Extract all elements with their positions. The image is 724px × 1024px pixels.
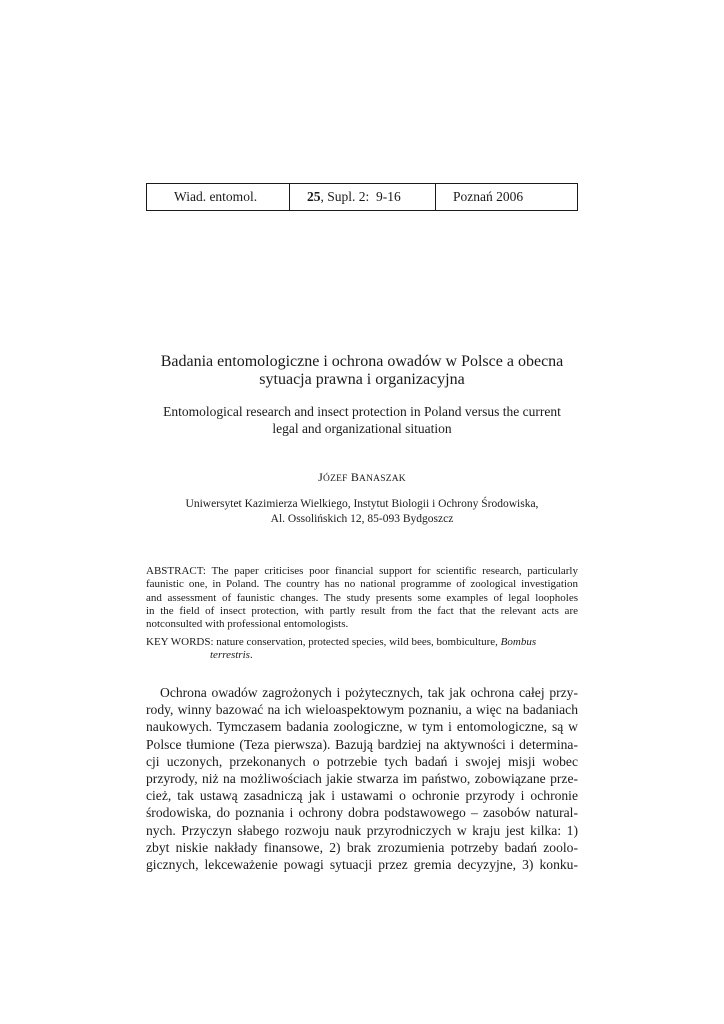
abstract-line: ABSTRACT: The paper criticises poor financial support for scientific research, particularly — [146, 565, 578, 577]
body-line: cji uczonych, przekonanych o potrzebie tych badań i swojej misji wobec — [146, 753, 578, 769]
body-line: rody, winny bazować na ich wieloaspektowym poznaniu, a więc na badaniach — [146, 702, 578, 718]
body-line: cież, tak ustawą zasadniczą jak i ustawami o ochronie przyrody i ochronie — [146, 788, 578, 804]
title-polish — [100, 353, 624, 389]
affiliation-line-1: Uniwersytet Kazimierza Wielkiego, Instytut Biologii i Ochrony Środowiska, — [185, 498, 539, 510]
author-affiliation — [100, 497, 624, 527]
body-line: nych. Przyczyn słabego rozwoju nauk przyrodniczych w kraju jest kilka: 1) — [146, 822, 578, 838]
journal-name: Wiad. entomol. — [174, 189, 258, 204]
keywords-period: . — [249, 649, 253, 662]
author-last-rest: ANASZAK — [359, 474, 406, 484]
volume-cell — [290, 184, 436, 210]
title-english-line-1: Entomological research and insect protection in Poland versus the current — [163, 404, 561, 419]
body-paragraph — [146, 684, 578, 873]
author-first-initial: J — [318, 470, 324, 484]
keywords-genus: Bombus — [500, 636, 537, 648]
abstract — [146, 565, 578, 631]
journal-name-cell — [147, 184, 290, 210]
body-line: przyrody, niż na możliwościach jakie stwarza im państwo, zobowiązane prze- — [146, 771, 578, 787]
title-polish-line-1: Badania entomologiczne i ochrona owadów w Polsce a obecna — [160, 353, 564, 370]
body-line: środowiska, do poznania i ochrony dobra podstawowego – zasobów natural- — [146, 805, 578, 821]
author-name — [100, 470, 624, 485]
keywords — [146, 636, 578, 663]
title-english — [100, 403, 624, 437]
place-year-cell — [436, 184, 577, 210]
keywords-species: terrestris — [210, 649, 250, 662]
keywords-text: KEY WORDS: nature conservation, protected species, wild bees, bombiculture, — [146, 636, 501, 648]
abstract-line: notconsulted with professional entomologists. — [146, 618, 349, 631]
keywords-line-1 — [146, 636, 578, 649]
author-last-initial: B — [350, 470, 360, 484]
affiliation-line-2: Al. Ossolińskich 12, 85-093 Bydgoszcz — [270, 513, 454, 525]
issue-pages: , Supl. 2: 9-16 — [320, 189, 401, 204]
title-polish-line-2: sytuacja prawna i organizacyjna — [259, 371, 465, 388]
volume-number: 25 — [307, 189, 321, 204]
body-line: naukowych. Tymczasem badania zoologiczne, w tym i entomologiczne, są w — [146, 719, 578, 735]
body-line: Ochrona owadów zagrożonych i pożytecznych, tak jak ochrona całej przy- — [160, 685, 578, 700]
journal-header-table — [146, 183, 578, 211]
author-first-rest: ÓZEF — [323, 474, 348, 484]
keywords-line-2 — [146, 649, 578, 662]
body-line: Polsce tłumione (Teza pierwsza). Bazują bardziej na aktywności i determina- — [146, 736, 578, 752]
body-line: gicznych, lekceważenie powagi sytuacji przez gremia decyzyjne, 3) konku- — [146, 857, 578, 873]
abstract-line: and assessment of faunistic changes. The study presents some examples of legal loopholes — [146, 591, 578, 604]
title-english-line-2: legal and organizational situation — [272, 421, 452, 436]
place-year: Poznań 2006 — [453, 189, 524, 204]
body-line: zbyt niskie nakłady finansowe, 2) brak zrozumienia potrzeby badań zoolo- — [146, 839, 578, 855]
abstract-line: in the field of insect protection, with partly result from the fact that the relevant acts are — [146, 604, 578, 617]
abstract-line: faunistic one, in Poland. The country has no national programme of zoological investigation — [146, 578, 578, 591]
